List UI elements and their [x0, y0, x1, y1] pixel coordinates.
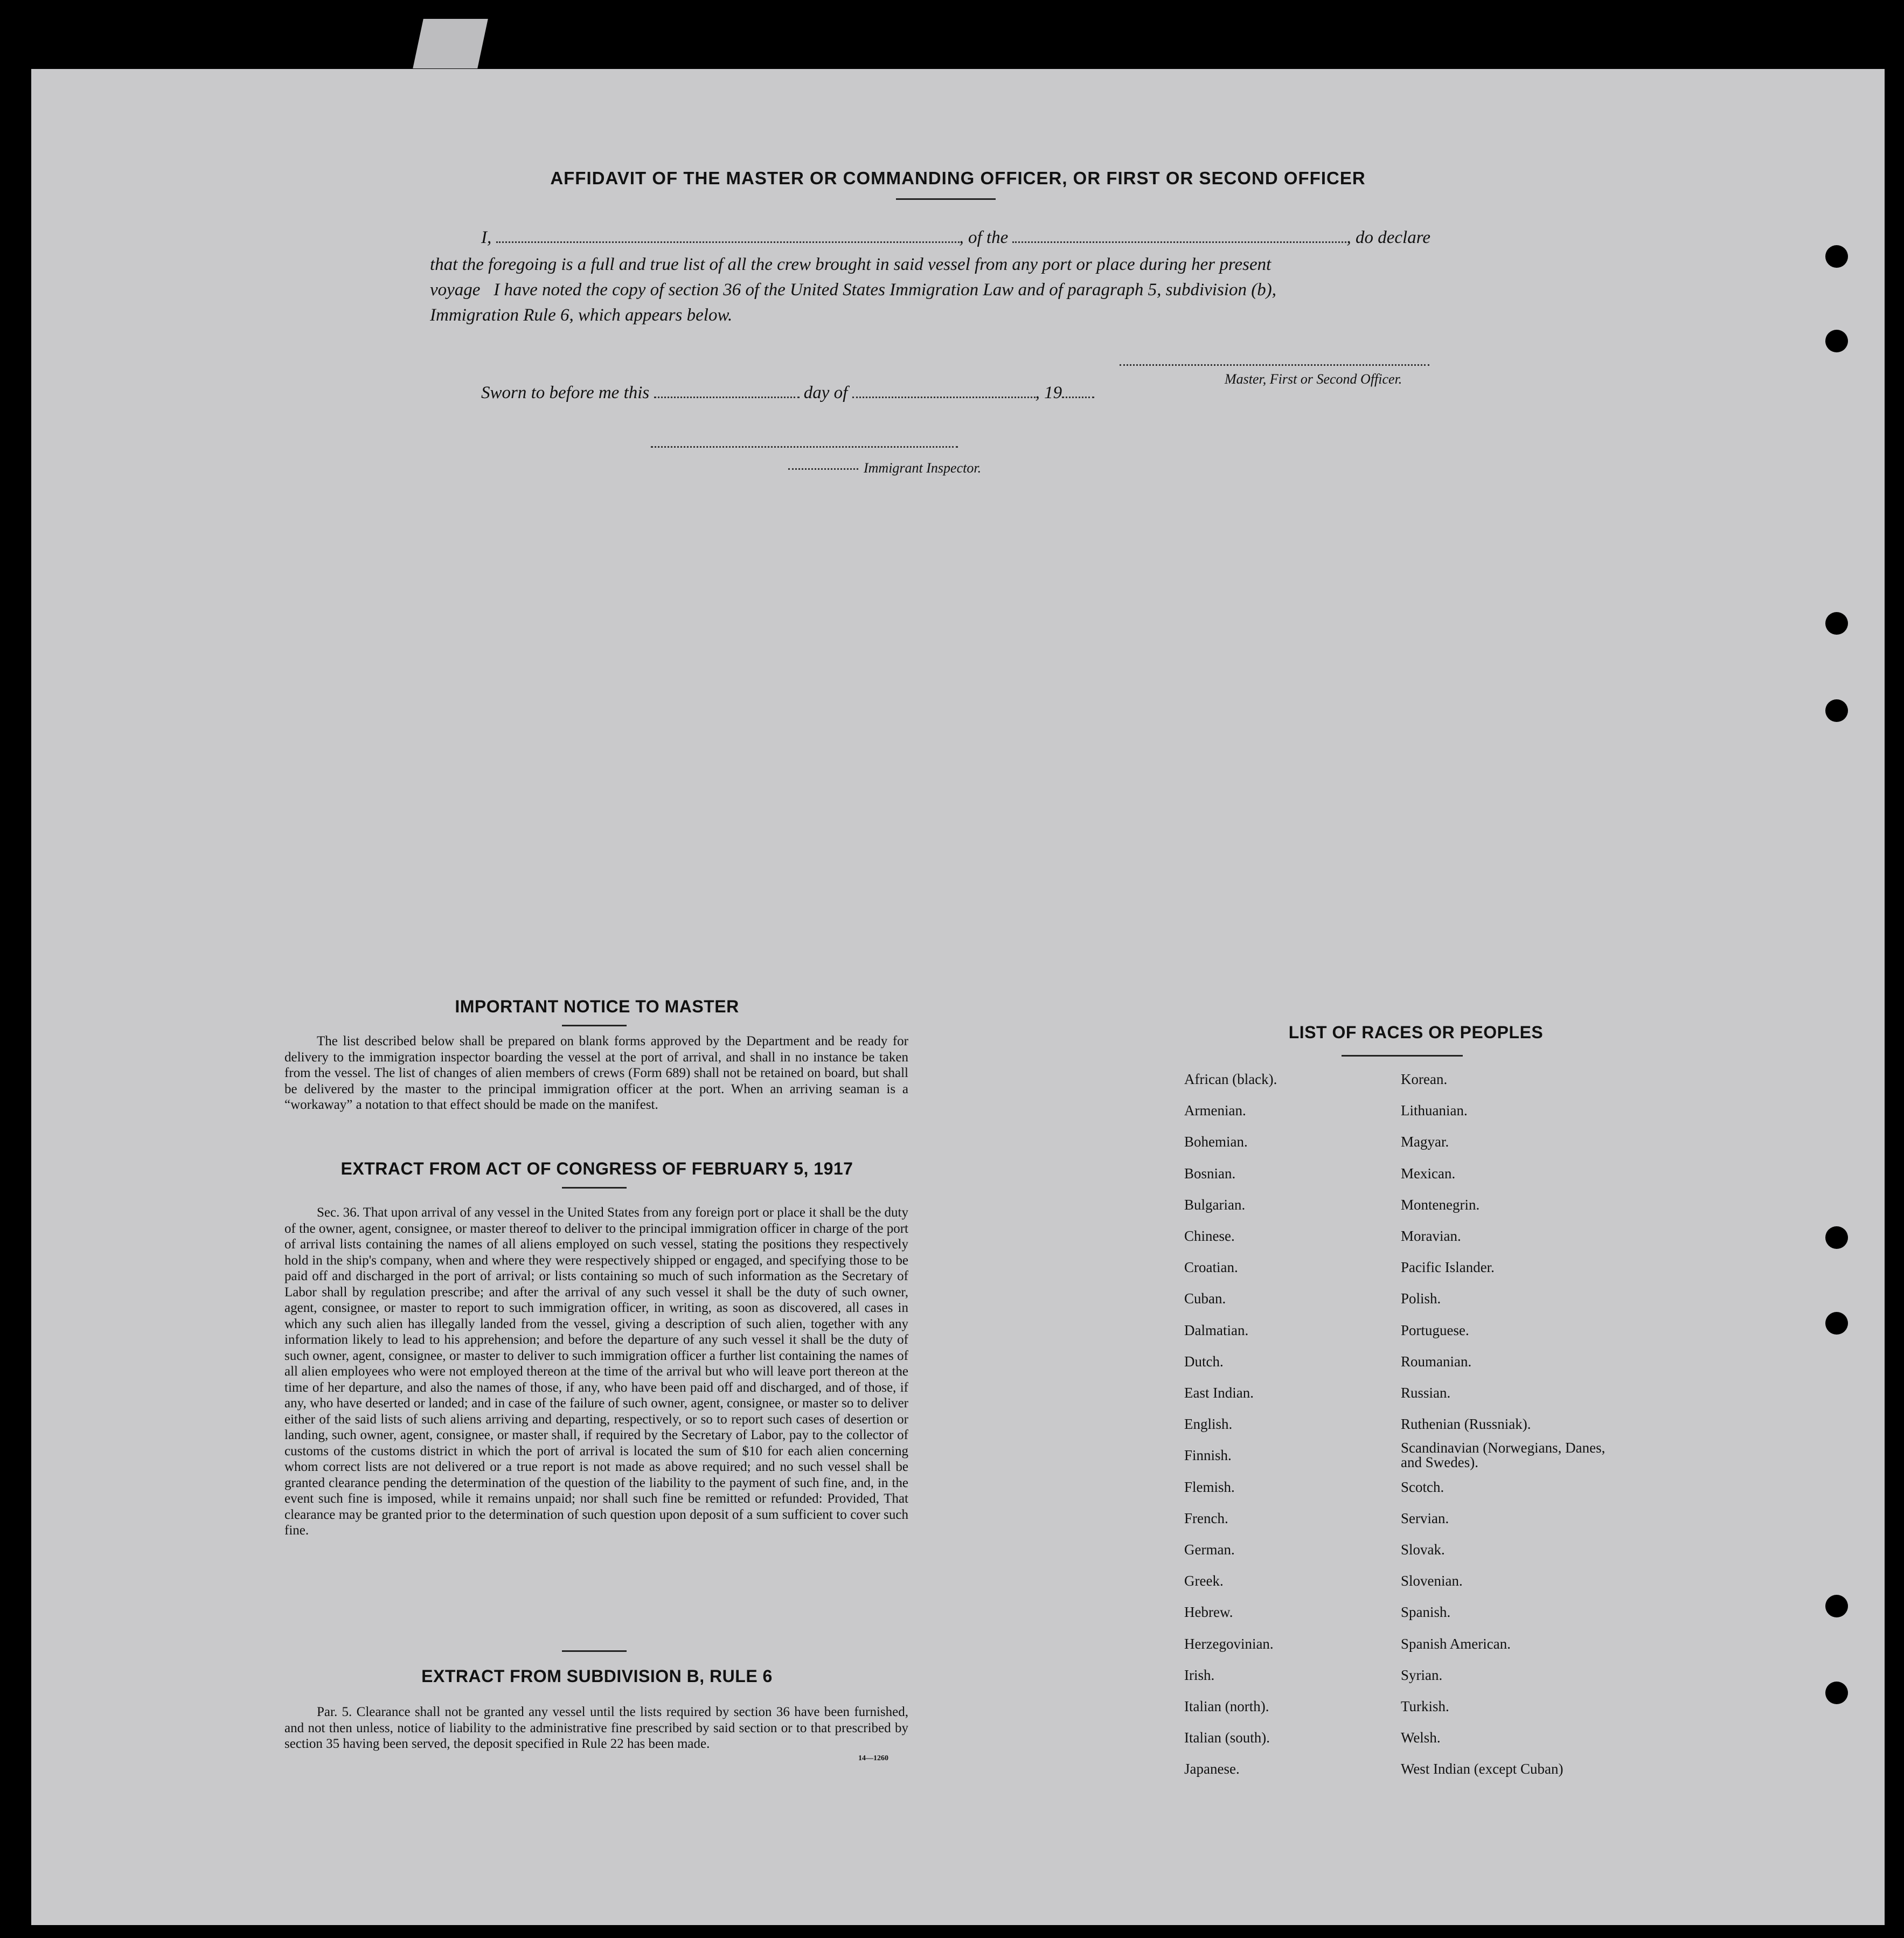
race-item: Hebrew. [1184, 1604, 1233, 1621]
race-item: Russian. [1401, 1385, 1451, 1401]
punch-hole [1825, 1682, 1848, 1704]
race-item: Welsh. [1401, 1729, 1441, 1746]
race-item: Magyar. [1401, 1134, 1449, 1150]
race-item: Scotch. [1401, 1478, 1444, 1495]
race-item: Italian (south). [1184, 1729, 1270, 1746]
race-item: Syrian. [1401, 1666, 1443, 1683]
punch-hole [1825, 699, 1848, 722]
race-item: Dalmatian. [1184, 1322, 1249, 1338]
race-item: Italian (north). [1184, 1698, 1269, 1714]
race-item: Roumanian. [1401, 1353, 1472, 1370]
race-item: Bulgarian. [1184, 1196, 1246, 1213]
race-item: German. [1184, 1541, 1235, 1558]
paper-tab-corner [413, 19, 488, 68]
extract-rule-title: EXTRACT FROM SUBDIVISION B, RULE 6 [421, 1666, 773, 1686]
races-rule [1342, 1055, 1463, 1057]
race-item: Spanish American. [1401, 1635, 1511, 1652]
race-item: Korean. [1401, 1071, 1448, 1087]
race-item: Moravian. [1401, 1228, 1461, 1244]
notice-title: IMPORTANT NOTICE TO MASTER [455, 997, 739, 1016]
race-item: Lithuanian. [1401, 1102, 1468, 1119]
form-page [31, 69, 1885, 1925]
inspector-signature-field[interactable] [651, 441, 958, 448]
race-item: Polish. [1401, 1290, 1441, 1307]
notice-body: The list described below shall be prepared on blank forms approved by the Department and be ready for delivery to the immigration inspector boarding the vessel at the port of arrival, and shall in no instance be taken from the vessel. The list of changes of alien members of crews (Form 689) shall not be retained on board, but shall be delivered by the master to the principal immigration officer at the port. When an arriving seaman is a “workaway” a notation to that effect should be made on the manifest. [284, 1034, 908, 1112]
race-item: Montenegrin. [1401, 1196, 1480, 1213]
sworn-year: , 19 [1035, 383, 1062, 402]
race-item: Bosnian. [1184, 1165, 1236, 1182]
punch-hole [1825, 1226, 1848, 1249]
race-item: Scandinavian (Norwegians, Danes, and Swedes). [1401, 1440, 1606, 1471]
race-item: Irish. [1184, 1666, 1215, 1683]
race-item: Ruthenian (Russniak). [1401, 1416, 1531, 1433]
of-the-text: , of the [959, 228, 1009, 247]
extract-rule-body: Par. 5. Clearance shall not be granted any vessel until the lists required by section 36 have been furnished, and not then unless, notice of liability to the administrative fine prescribed by said section or to that prescribed by section 35 having been served, the deposit specified in Rule 22 has been made. [284, 1705, 908, 1751]
affidavit-line-1 [481, 225, 1494, 251]
race-item: East Indian. [1184, 1385, 1254, 1401]
master-signature-field[interactable] [1120, 359, 1429, 366]
race-item: Portuguese. [1401, 1322, 1469, 1338]
race-item: Greek. [1184, 1573, 1224, 1589]
race-item: English. [1184, 1416, 1233, 1433]
race-item: Chinese. [1184, 1228, 1235, 1244]
affidavit-line-3: voyage I have noted the copy of section 36 of the United States Immigration Law and of paragraph 5, subdivision (b), [430, 280, 1276, 300]
race-item: Turkish. [1401, 1698, 1449, 1714]
punch-hole [1825, 330, 1848, 352]
punch-hole [1825, 1312, 1848, 1335]
race-item: Slovak. [1401, 1541, 1445, 1558]
race-item: Flemish. [1184, 1478, 1235, 1495]
race-item: Mexican. [1401, 1165, 1456, 1182]
extract-act-rule [562, 1187, 627, 1189]
inspector-prefix-dots [788, 463, 858, 470]
race-item: Slovenian. [1401, 1573, 1463, 1589]
race-item: Finnish. [1184, 1447, 1232, 1464]
affidavit-title: AFFIDAVIT OF THE MASTER OR COMMANDING OFFICER, OR FIRST OR SECOND OFFICER [550, 168, 1366, 188]
sworn-day-of: day of [803, 383, 848, 402]
race-item: African (black). [1184, 1071, 1277, 1087]
affidavit-line-2: that the foregoing is a full and true list of all the crew brought in said vessel from any port or place during her present [430, 255, 1271, 274]
race-item: Japanese. [1184, 1761, 1240, 1777]
race-item: Herzegovinian. [1184, 1635, 1274, 1652]
sworn-line [481, 380, 1094, 406]
declarant-prefix: I, [481, 228, 492, 247]
race-item: Servian. [1401, 1510, 1449, 1526]
sworn-prefix: Sworn to before me this [481, 383, 650, 402]
form-number: 14—1260 [858, 1754, 888, 1762]
race-item: Spanish. [1401, 1604, 1451, 1621]
races-title: LIST OF RACES OR PEOPLES [1288, 1023, 1544, 1042]
race-item: Cuban. [1184, 1290, 1226, 1307]
race-item: Pacific Islander. [1401, 1259, 1495, 1276]
race-item: Croatian. [1184, 1259, 1238, 1276]
punch-hole [1825, 245, 1848, 268]
sworn-month-field[interactable] [852, 391, 1036, 398]
notice-rule [562, 1025, 627, 1026]
extract-act-title: EXTRACT FROM ACT OF CONGRESS OF FEBRUARY 5, 1917 [341, 1159, 853, 1178]
race-item: Dutch. [1184, 1353, 1224, 1370]
title-rule [896, 198, 996, 200]
sworn-day-field[interactable] [654, 391, 800, 398]
punch-hole [1825, 612, 1848, 635]
master-signature-label: Master, First or Second Officer. [1225, 371, 1402, 387]
punch-hole [1825, 1595, 1848, 1617]
sworn-year-field[interactable] [1062, 391, 1094, 398]
inspector-label: Immigrant Inspector. [864, 460, 982, 476]
extract-act-end-rule [562, 1650, 627, 1652]
race-item: West Indian (except Cuban) [1401, 1761, 1563, 1777]
extract-act-body: Sec. 36. That upon arrival of any vessel in the United States from any foreign port or place it shall be the duty of the owner, agent, consignee, or master thereof to deliver to the principal immigration officer in charge of the port of arrival lists containing the names of all aliens employed on such vessel, stating the positions they respectively hold in the ship's company, when and where they were respectively shipped or engaged, and specifying those to be paid off and discharged in the port of arrival; or lists containing so much of such information as the Secretary of Labor shall by regulation prescribe; and after the arrival of any such vessel it shall be the duty of such owner, agent, consignee, or master to report to such immigration officer, in writing, as soon as discovered, all cases in which any such alien has illegally landed from the vessel, giving a description of such alien, together with any information likely to lead to his apprehension; and before the departure of any such vessel it shall be the duty of such owner, agent, consignee, or master to deliver to such immigration officer a further list containing the names of all alien employees who were not employed thereon at the time of the arrival but who will leave port thereon at the time of her departure, and also the names of those, if any, who have been paid off and discharged, and of those, if any, who have deserted or landed; and in case of the failure of such owner, agent, consignee, or master so to deliver either of the said lists of such aliens arriving and departing, respectively, or so to report such cases of desertion or landing, such owner, agent, consignee, or master shall, if required by the Secretary of Labor, pay to the collector of customs of the customs district in which the port of arrival is located the sum of $10 for each alien concerning whom correct lists are not delivered or a true report is not made as above required; and no such vessel shall be granted clearance pending the determination of the question of the liability to the payment of such fine, and, in the event such fine is imposed, while it remains unpaid; nor shall such fine be remitted or refunded: Provided, That clearance may be granted prior to the determination of such question upon deposit of a sum sufficient to cover such fine. [284, 1205, 908, 1538]
vessel-name-field[interactable] [1012, 236, 1346, 243]
declare-text: , do declare [1346, 228, 1430, 247]
race-item: Bohemian. [1184, 1134, 1248, 1150]
races-list [1184, 1071, 1831, 1852]
race-item: Armenian. [1184, 1102, 1246, 1119]
race-item: French. [1184, 1510, 1228, 1526]
declarant-name-field[interactable] [496, 236, 960, 243]
affidavit-line-4: Immigration Rule 6, which appears below. [430, 305, 733, 325]
